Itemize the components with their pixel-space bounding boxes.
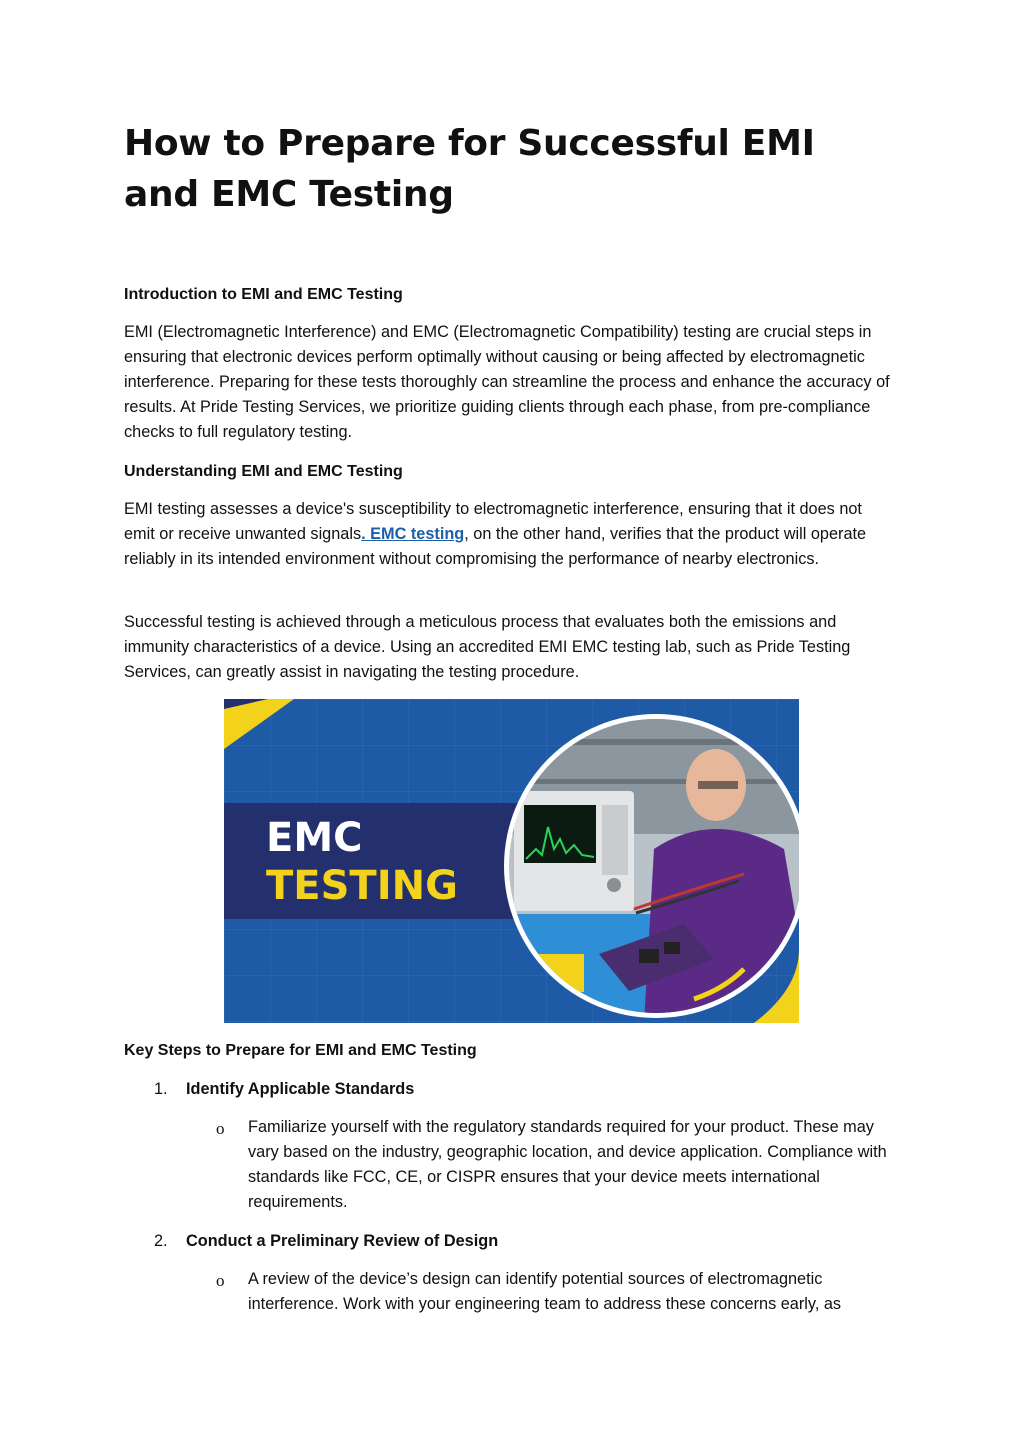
understanding-text-after: , on the other hand, verifies that the product will operate reliably in its intended environment without compromising the performance of nearby electronics.: [124, 525, 867, 568]
understanding-heading: Understanding EMI and EMC Testing: [124, 463, 403, 480]
analyzer-screen-shape: [524, 805, 596, 863]
step-title: Identify Applicable Standards: [186, 1080, 415, 1098]
step-number: 1.: [154, 1080, 168, 1098]
intro-paragraph: EMI (Electromagnetic Interference) and EMC (Electromagnetic Compatibility) testing are crucial steps in ensuring that electronic devices perform optimally without causing or being affected by electromagnetic interference. Preparing for these tests thoroughly can streamline the process and enhance the accuracy of results. At Pride Testing Services, we prioritize guiding clients through each phase, from pre-compliance checks to full regulatory testing.: [124, 323, 890, 441]
bullet-marker: o: [216, 1271, 225, 1290]
bullet-marker: o: [216, 1119, 225, 1138]
emc-testing-link[interactable]: . EMC testing: [361, 525, 465, 543]
understanding-text-before: EMI testing assesses a device's susceptibility to electromagnetic interference, ensuring that it does not emit or receive unwanted signals: [124, 500, 862, 543]
understanding-paragraph-2: Successful testing is achieved through a meticulous process that evaluates both the emissions and immunity characteristics of a device. Using an accredited EMI EMC testing lab, such as Pride Testing Services, can greatly assist in navigating the testing procedure.: [124, 613, 851, 681]
step-description: A review of the device’s design can identify potential sources of electromagnetic interference. Work with your engineering team to address these concerns early, as: [248, 1270, 842, 1313]
understanding-paragraph-1: [124, 497, 894, 572]
intro-heading: Introduction to EMI and EMC Testing: [124, 286, 403, 303]
emc-testing-banner-image: [224, 699, 799, 1023]
step-description: Familiarize yourself with the regulatory standards required for your product. These may vary based on the industry, geographic location, and device application. Compliance with standards like FCC, CE, or CISPR ensures that your device meets international requirements.: [248, 1118, 887, 1211]
step-title: Conduct a Preliminary Review of Design: [186, 1232, 499, 1250]
banner-graphic: [224, 699, 799, 1023]
steps-heading: Key Steps to Prepare for EMI and EMC Testing: [124, 1042, 477, 1059]
banner-line2-text: TESTING: [266, 863, 458, 909]
banner-line1-text: EMC: [266, 815, 363, 861]
step-number: 2.: [154, 1232, 168, 1250]
page-title: How to Prepare for Successful EMI and EMC Testing: [124, 123, 815, 215]
